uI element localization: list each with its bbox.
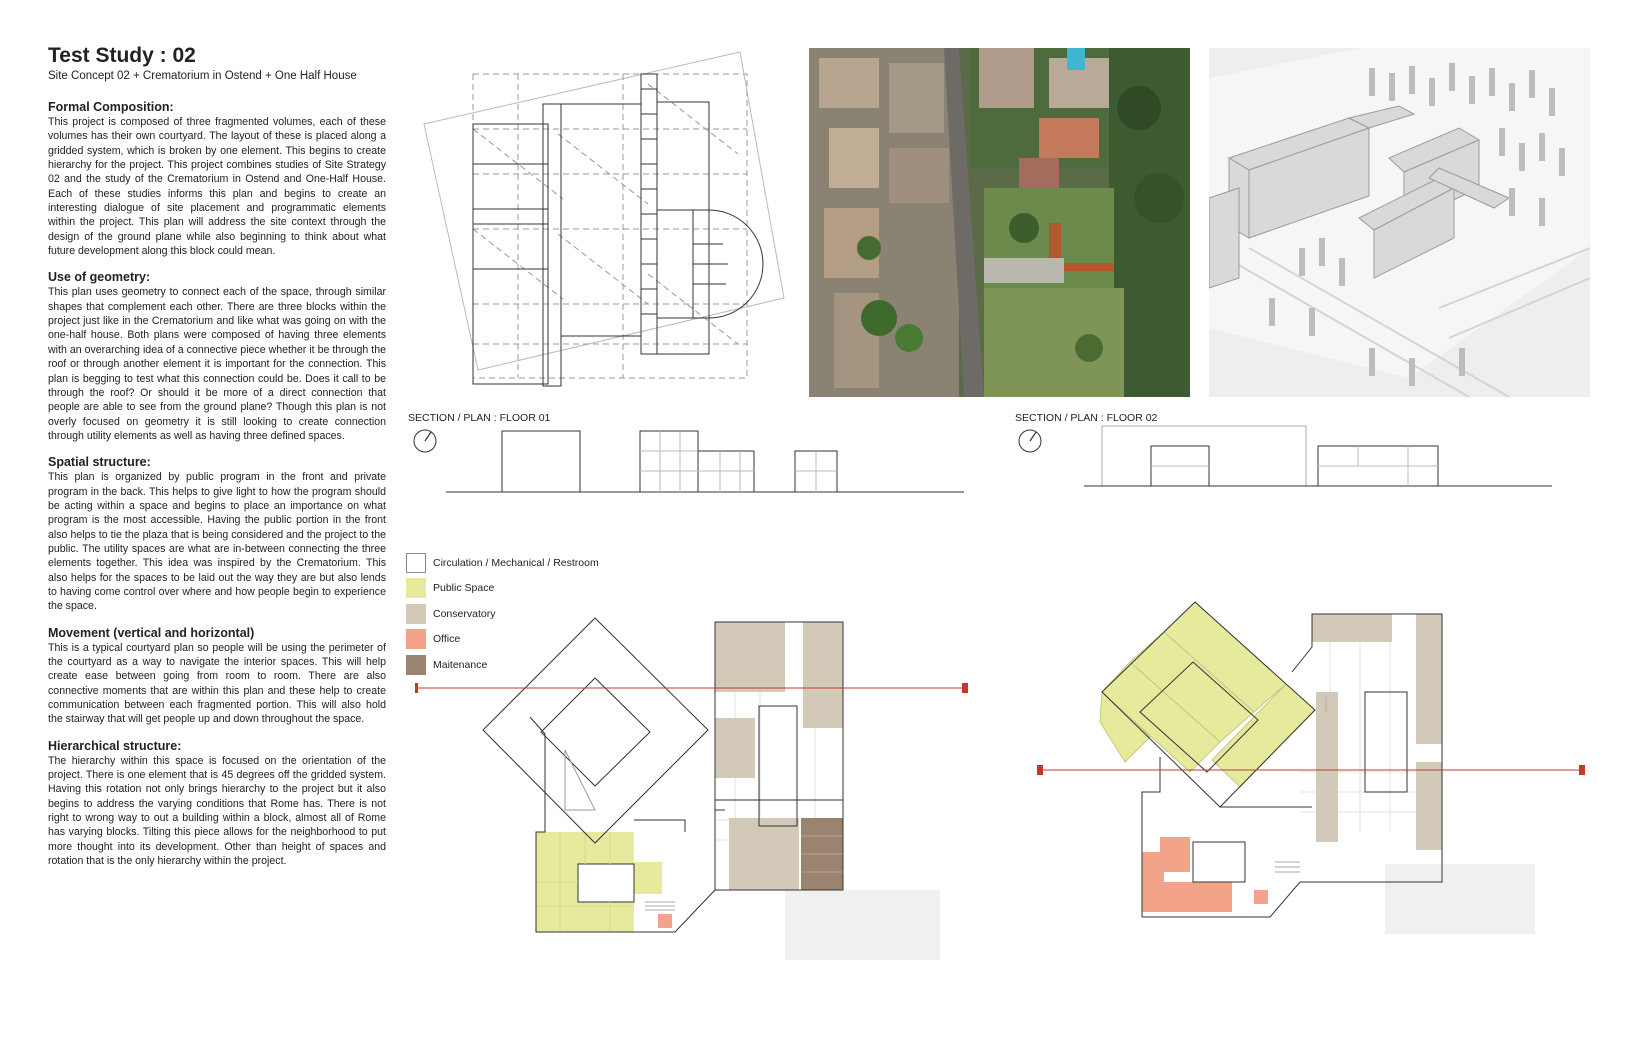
section-body: This plan is organized by public program in the front and private program in the back. This helps to give light to how the program should be acting within a space and begins to place an importance on what program is the most accessible. Having the public portion in the front also helps to tie the plaza that is being considered and the project to the public. The utility spaces are what are in-between connecting the three elements together. This idea was inspired by the Crematorium. This also helps for the spaces to be laid out the way they are but also lends to having come control over where and how people begin to experience the space. (48, 471, 386, 613)
north-arrow-icon (1017, 428, 1043, 454)
legend-item-circulation (406, 550, 599, 576)
section-hierarchical-structure (48, 739, 386, 869)
section-heading: Spatial structure: (48, 455, 151, 470)
page-subtitle: Site Concept 02 + Crematorium in Ostend + One Half House (48, 70, 357, 82)
floor-plan-02 (1030, 592, 1590, 952)
legend-label: Office (433, 633, 461, 646)
floor-plan-01 (415, 600, 975, 970)
section-heading: Movement (vertical and horizontal) (48, 625, 255, 640)
legend-label: Circulation / Mechanical / Restroom (433, 556, 599, 569)
page-title: Test Study : 02 (48, 44, 196, 67)
section-body: This project is composed of three fragmented volumes, each of these volumes has their own courtyard. The layout of these is placed along a gridded system, which is broken by one element. This begins to create hierarchy for the project. This project combines studies of Site Strategy 02 and the study of the Crematorium in Ostend and One-Half House. Each of these studies informs this plan and begins to create an interesting dialogue of site placement and programmatic elements within the project. This plan will address the site context through the design of the ground plane while also beginning to think about what future development along this block could mean. (48, 116, 386, 258)
section-heading: Hierarchical structure: (48, 738, 182, 753)
legend-label: Public Space (433, 582, 495, 595)
section-use-of-geometry (48, 270, 386, 443)
text-column (48, 100, 386, 880)
section-heading: Formal Composition: (48, 100, 174, 114)
section-body: This plan uses geometry to connect each of the space, through similar shapes that complement each other. There are three blocks within the project just like in the Crematorium and like what was going on with the one-half house. Both plans were composed of having three elements with an overarching idea of a connective piece whether it be through the roof or through another element it is important for the connection. This plan is begging to test what this connection could be. Does it call to be through the roof? Or should it be more of a direct connection that people are able to see from the ground plane? Though this plan is not overly focused on geometry it is still looking to create connection through utility elements as well as having three defined spaces. (48, 286, 386, 442)
legend-swatch (406, 578, 426, 598)
legend-swatch (406, 553, 426, 573)
section-elevation-floor01 (440, 428, 970, 498)
section-body: The hierarchy within this space is focused on the orientation of the project. There is one element that is 45 degrees off the gridded system. Having this rotation not only brings hierarchy to the project but it also begins to address the varying conditions that Rome has. There is not right to wrong way to out a building within a block, almost all of Rome has varying blocks. Tilting this piece allows for the neighborhood to put more thought into its development. Other than height of spaces and rotation that is the only hierarchy within the project. (48, 754, 386, 868)
section-movement (48, 626, 386, 727)
legend-label: Maitenance (433, 658, 488, 671)
section-label-floor01: SECTION / PLAN : FLOOR 01 (408, 412, 551, 424)
aerial-site-photo (809, 48, 1190, 397)
section-spatial-structure (48, 455, 386, 613)
section-formal-composition (48, 100, 386, 258)
section-elevation-floor02 (1078, 424, 1558, 488)
concept-grid-diagram (418, 44, 790, 406)
legend-item-public-space (406, 576, 599, 602)
section-heading: Use of geometry: (48, 270, 151, 285)
legend-label: Conservatory (433, 607, 496, 620)
massing-model-render (1209, 48, 1590, 397)
section-label-floor02: SECTION / PLAN : FLOOR 02 (1015, 412, 1158, 424)
section-body: This is a typical courtyard plan so people will be using the perimeter of the courtyard as a way to navigate the interior spaces. This will help create ease between going from room to room. There are also connective moments that are within this plan and these help to create communication between each fragmented portion. This will also hold the stairway that will get people up and down throughout the space. (48, 641, 386, 726)
north-arrow-icon (412, 428, 438, 454)
